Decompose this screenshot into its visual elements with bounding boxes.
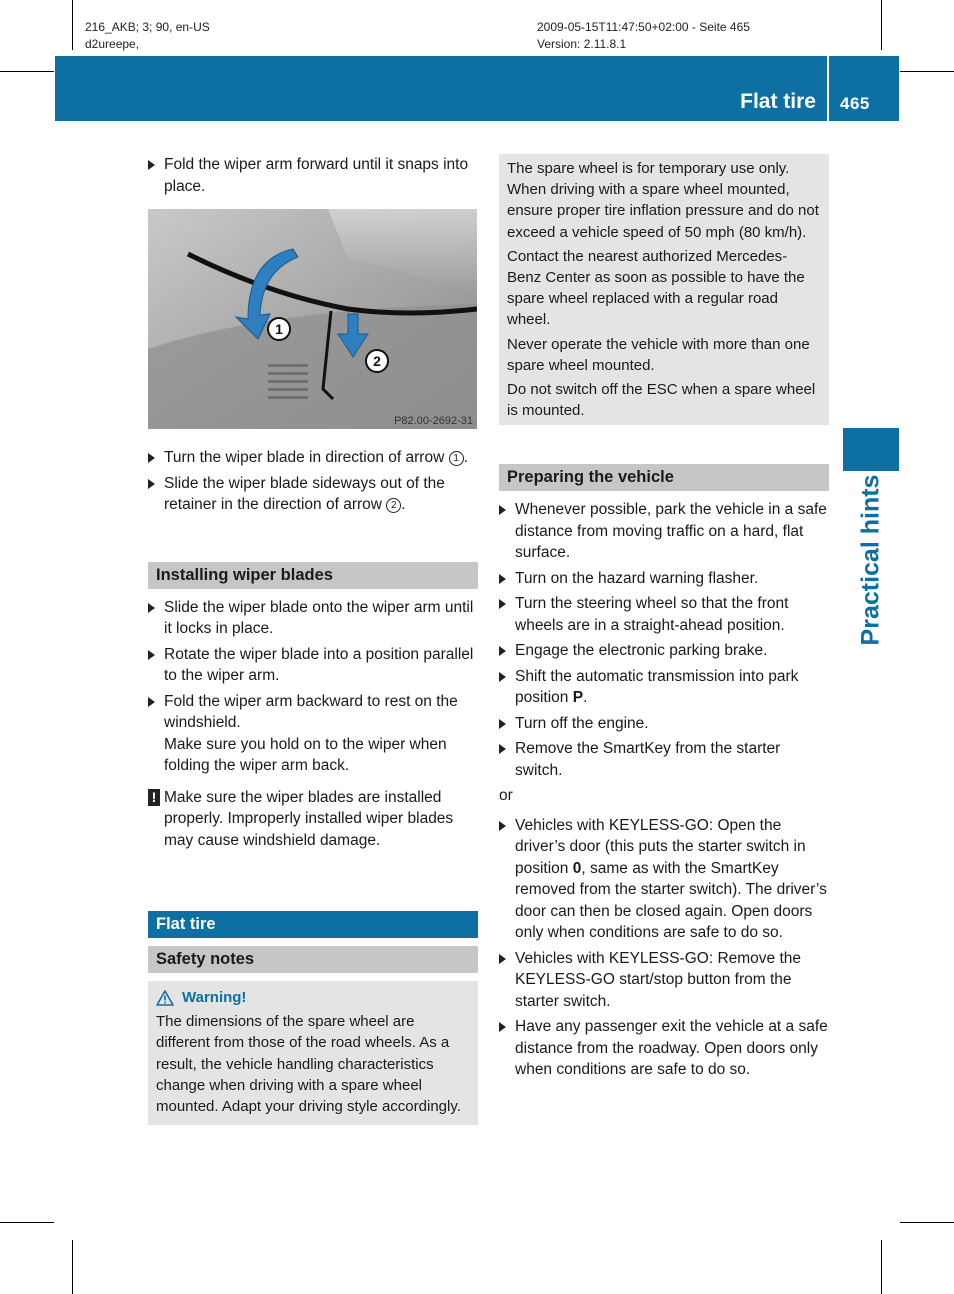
instruction-step: Turn off the engine. [499, 713, 829, 735]
spare-wheel-info-box [499, 154, 829, 425]
crop-mark [72, 1240, 73, 1294]
left-column-bottom [148, 911, 478, 1125]
info-paragraph: Do not switch off the ESC when a spare wheel is mounted. [507, 381, 816, 420]
crop-mark [0, 1222, 54, 1223]
warning-box [148, 981, 478, 1125]
meta-line: Version: 2.11.8.1 [537, 37, 627, 51]
exclamation-icon: ! [148, 789, 160, 806]
meta-line: 2009-05-15T11:47:50+02:00 - Seite 465 [537, 20, 750, 34]
instruction-step: Rotate the wiper blade into a position parallel to the wiper arm. [148, 644, 478, 687]
step-arrow-icon [499, 599, 506, 609]
info-paragraph: The spare wheel is for temporary use only. When driving with a spare wheel mounted, ensure proper tire inflation pressure and do not exceed a vehicle speed of 50 mph (80 km/h). [507, 160, 819, 241]
instruction-step: Remove the SmartKey from the starter switch. [499, 738, 829, 781]
chapter-label: Practical hints [856, 474, 885, 646]
step-arrow-icon [148, 697, 155, 707]
instruction-step: Turn the steering wheel so that the front wheels are in a straight-ahead position. [499, 593, 829, 636]
wiper-illustration [148, 209, 477, 429]
step-arrow-icon [148, 479, 155, 489]
right-column [499, 154, 829, 1085]
step-arrow-icon [499, 821, 506, 831]
instruction-step: Turn on the hazard warning flasher. [499, 568, 829, 590]
arrow-marker-1: 1 [449, 451, 464, 466]
crop-mark [881, 0, 882, 50]
step-arrow-icon [499, 744, 506, 754]
warning-text: The dimensions of the spare wheel are different from those of the road wheels. As a result, the vehicle handling characteristics change when driving with a spare wheel mounted. Adapt your driving style accordingly. [156, 1013, 461, 1116]
heading-safety-notes: Safety notes [148, 946, 478, 973]
instruction-step: Slide the wiper blade sideways out of the retainer in the direction of arrow 2 . [148, 473, 478, 516]
step-arrow-icon [499, 646, 506, 656]
park-position-label: P [572, 689, 584, 707]
print-meta-right [537, 19, 750, 53]
figure-marker-2: 2 [373, 353, 381, 369]
step-arrow-icon [148, 160, 155, 170]
meta-line: d2ureepe, [85, 37, 140, 51]
step-arrow-icon [499, 719, 506, 729]
heading-installing-wiper-blades: Installing wiper blades [148, 562, 478, 589]
step-arrow-icon [148, 650, 155, 660]
instruction-step: Turn the wiper blade in direction of arrow 1 . [148, 447, 478, 469]
instruction-step: Shift the automatic transmission into park position P. [499, 666, 829, 709]
section-title: Flat tire [740, 90, 816, 113]
info-paragraph: Never operate the vehicle with more than one spare wheel mounted. [507, 335, 810, 374]
instruction-step: Engage the electronic parking brake. [499, 640, 829, 662]
caution-note: ! Make sure the wiper blades are installed properly. Improperly installed wiper blades may cause windshield damage. [148, 787, 478, 852]
step-arrow-icon [499, 954, 506, 964]
chapter-tab [843, 428, 899, 471]
heading-flat-tire: Flat tire [148, 911, 478, 938]
left-column-top [148, 154, 478, 201]
heading-preparing-the-vehicle: Preparing the vehicle [499, 464, 829, 491]
meta-line: 216_AKB; 3; 90, en-US [85, 20, 210, 34]
instruction-step: Fold the wiper arm forward until it snaps into place. [148, 154, 478, 197]
or-separator: or [499, 787, 513, 805]
crop-mark [72, 0, 73, 50]
instruction-step: Slide the wiper blade onto the wiper arm until it locks in place. [148, 597, 478, 640]
instruction-step: Vehicles with KEYLESS-GO: Open the driver’s door (this puts the starter switch in position 0, same as with the SmartKey removed from the starter switch). The driver’s door can then be closed again. Open doors only when conditions are safe to do so. [499, 815, 829, 944]
crop-mark [881, 1240, 882, 1294]
info-paragraph: Contact the nearest authorized Mercedes-Benz Center as soon as possible to have the spare wheel replaced with a regular road wheel. [507, 247, 805, 329]
ignition-position-label: 0 [572, 859, 582, 877]
instruction-step: Whenever possible, park the vehicle in a safe distance from moving traffic on a hard, flat surface. [499, 499, 829, 564]
step-arrow-icon [499, 505, 506, 515]
arrow-marker-2: 2 [386, 498, 401, 513]
crop-mark [0, 71, 54, 72]
crop-mark [900, 71, 954, 72]
figure-code: P82.00-2692-31 [394, 415, 473, 427]
warning-triangle-icon [156, 990, 174, 1006]
step-arrow-icon [499, 1022, 506, 1032]
step-arrow-icon [499, 574, 506, 584]
step-arrow-icon [499, 672, 506, 682]
step-arrow-icon [148, 453, 155, 463]
crop-mark [900, 1222, 954, 1223]
figure-marker-1: 1 [275, 321, 283, 337]
step-arrow-icon [148, 603, 155, 613]
left-column-middle [148, 447, 478, 855]
wiper-photo [148, 209, 477, 429]
header-banner [55, 56, 899, 121]
instruction-step: Have any passenger exit the vehicle at a safe distance from the roadway. Open doors only when conditions are safe to do so. [499, 1016, 829, 1081]
page-number: 465 [840, 94, 870, 113]
warning-heading: Warning! [156, 987, 470, 1008]
header-divider [827, 56, 829, 121]
instruction-step: Vehicles with KEYLESS-GO: Remove the KEYLESS-GO start/stop button from the starter switch. [499, 948, 829, 1013]
print-meta-left [85, 19, 210, 53]
instruction-step: Fold the wiper arm backward to rest on the windshield. Make sure you hold on to the wiper when folding the wiper arm back. [148, 691, 478, 777]
